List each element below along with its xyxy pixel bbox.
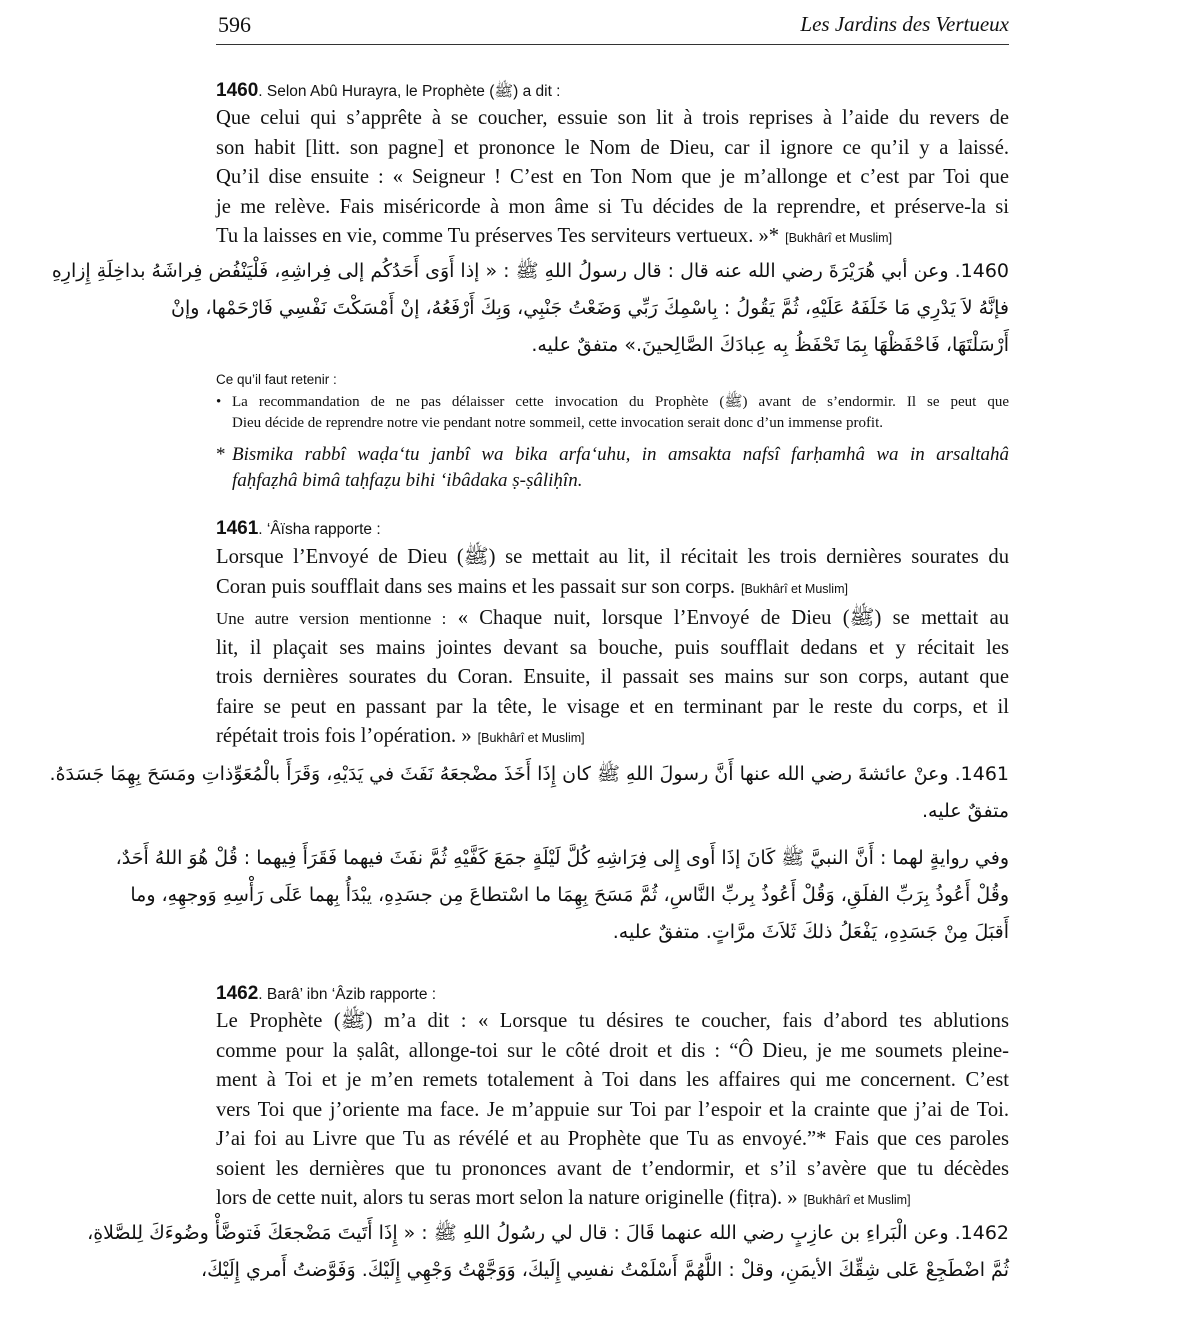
text-line: faire se peut en passant par la tête, le visage et en terminant par le reste du corps, et il <box>216 695 1009 718</box>
hadith-1461-arabic <box>49 756 1009 830</box>
arabic-line: 1461. وعنْ عائشةَ رضي الله عنها أَنَّ رسولَ اللهِ ﷺ كان إِذَا أَخَذَ مضْجعَهُ نَفَثَ في يَدَيْهِ، وَقَرَأَ بالْمُعَوِّذاتِ ومَسَحَ بِهِمَا جَسَدَهُ. <box>49 763 1009 785</box>
retain-item <box>216 392 1009 433</box>
arabic-line: أَرْسَلْتَهَا، فَاحْفَظْهَا بِمَا تَحْفَظُ بِه عِبادَكَ الصَّالِحينَ.» متفقٌ عليه. <box>531 334 1009 356</box>
text-line: je me relève. Fais miséricorde à mon âme si Tu décides de la reprendre, et préserve-la si <box>216 195 1009 218</box>
text-line <box>216 573 1009 605</box>
text-line <box>216 222 1009 254</box>
text-line: Lorsque l’Envoyé de Dieu (ﷺ) se mettait au lit, il récitait les trois dernières sourates du <box>216 546 1010 568</box>
hadith-number: 1461 <box>216 518 259 539</box>
running-head <box>216 10 1009 40</box>
text-line: Que celui qui s’apprête à se coucher, essuie son lit à trois reprises à l’aide du revers de <box>216 107 1009 129</box>
arabic-line: أَقبَلَ مِنْ جَسَدِهِ، يَفْعَلُ ذلكَ ثَلاَثَ مرَّاتٍ. متفقٌ عليه. <box>612 921 1009 943</box>
retain-title: Ce qu’il faut retenir : <box>216 372 337 387</box>
text-line: lit, il plaçait ses mains jointes devant sa bouche, puis soufflait dedans et y récitait les <box>216 636 1009 659</box>
text-line-content: Coran puis soufflait dans ses mains et les passait sur son corps. <box>216 575 735 598</box>
text-line: vers Toi que j’oriente ma face. Je m’appuie sur Toi par l’espoir et la crainte que j’ai de Toi. <box>216 1098 1009 1121</box>
text-line: son habit [litt. son pagne] et prononce le Nom de Dieu, car il ignore ce qu’il y a laissé. <box>216 136 1009 159</box>
text-line <box>216 1184 1009 1216</box>
hadith-number: 1462 <box>216 983 259 1004</box>
text-line: J’ai foi au Livre que Tu as révélé et au Prophète que Tu as envoyé.”* Fais que ces paroles <box>216 1128 1009 1150</box>
text-line: Qu’il dise ensuite : « Seigneur ! C’est en Ton Nom que je m’allonge et c’est par Toi que <box>216 166 1009 188</box>
source-reference: [Bukhârî et Muslim] <box>803 1193 911 1207</box>
hadith-narrator: . Barâ’ ibn ‘Âzib rapporte : <box>258 986 437 1003</box>
text-line: comme pour la ṣalât, allonge-toi sur le côté droit et dis : “Ô Dieu, je me soumets pleine- <box>216 1039 1009 1062</box>
footnote-marker: * <box>216 444 226 465</box>
arabic-line: وفي روايةٍ لهما : أَنَّ النبيَّ ﷺ كَانَ إذَا أَوى إِلى فِرَاشِهِ كُلَّ لَيْلَةٍ جمَعَ كَفَّيْهِ ثُمَّ نفَثَ فيهما فَقَرَأَ فِيهما : قُلْ هُوَ اللهُ أَحَدٌ، <box>115 847 1009 869</box>
arabic-line: متفقٌ عليه. <box>922 800 1009 822</box>
text-line: faḥfaẓhâ bimâ taḥfaẓu bihi ‘ibâdaka ṣ-ṣâliḥîn. <box>232 470 583 491</box>
text-line: trois dernières sourates du Coran. Ensuite, il passait ses mains sur son corps, autant que <box>216 666 1009 688</box>
text-line: Le Prophète (ﷺ) m’a dit : « Lorsque tu désires te coucher, fais d’abord tes ablutions <box>216 1010 1009 1032</box>
text-line: soient les dernières que tu prononces avant de t’endormir, et s’il s’avère que tu décèdes <box>216 1157 1009 1180</box>
retain-text <box>232 392 1009 433</box>
text-line-content: « Chaque nuit, lorsque l’Envoyé de Dieu (ﷺ) se mettait au <box>446 607 1009 629</box>
hadith-1461-arabic-variant <box>115 840 1009 951</box>
source-reference: [Bukhârî et Muslim] <box>740 581 848 596</box>
hadith-1462-french <box>216 1007 1009 1216</box>
text-line: La recommandation de ne pas délaisser cette invocation du Prophète (ﷺ) avant de s’endormir. Il se peut que <box>232 394 1009 410</box>
source-reference: [Bukhârî et Muslim] <box>785 231 893 245</box>
source-reference: [Bukhârî et Muslim] <box>477 731 585 745</box>
arabic-line: ثُمَّ اضْطَجِعْ عَلى شِقِّكَ الأيمَنِ، وقلْ : اللَّهُمَّ أَسْلَمْتُ نفسِي إِلَيكَ، وَوَجَّهْتُ وَجْهِي إِلَيْكَ. وَفَوَّضتُ أَمري إِلَيْكَ، <box>200 1259 1009 1281</box>
footnote-text <box>232 442 1009 494</box>
hadith-1460-french <box>216 104 1009 254</box>
hadith-1460-heading <box>216 80 561 104</box>
text-line: Dieu décide de reprendre notre vie pendant notre sommeil, cette invocation serait donc d’un immense profit. <box>232 414 884 431</box>
hadith-1462-heading <box>216 983 436 1005</box>
text-line <box>216 604 1009 634</box>
header-rule <box>216 44 1009 45</box>
text-line: ment à Toi et je m’en remets totalement à Toi dans les affaires qui me concernent. C’est <box>216 1069 1009 1091</box>
arabic-line: 1460. وعن أبي هُرَيْرَةَ رضي الله عنه قال : قال رسولُ اللهِ ﷺ : « إذا أَوَى أَحَدُكُم إلى فِراشِهِ، فَلْيَنْفُض فِراشَهُ بداخِلَةِ إِزارِهِ <box>51 260 1009 282</box>
arabic-line: 1462. وعن الْبَراءِ بن عازِبٍ رضي الله عنهما قَالَ : قال لي رسُولُ اللهِ ﷺ : « إِذَا أَتَيتَ مَضْجعَكَ فَتوضَّأْ وضُوءَكَ لِلصَّلاةِ، <box>87 1222 1009 1244</box>
hadith-1460-arabic <box>51 253 1009 364</box>
hadith-narrator: . ‘Âïsha rapporte : <box>258 521 381 538</box>
bullet-icon: • <box>216 394 222 410</box>
other-version-intro: Une autre version mentionne : <box>216 609 447 628</box>
text-line-content: Tu la laisses en vie, comme Tu préserves Tes serviteurs vertueux. »* <box>216 225 780 247</box>
hadith-1462-arabic <box>87 1215 1009 1289</box>
book-title: Les Jardins des Vertueux <box>800 12 1009 36</box>
hadith-1461-french <box>216 543 1009 754</box>
hadith-narrator: . Selon Abû Hurayra, le Prophète (ﷺ) a dit : <box>258 83 561 100</box>
arabic-line: وقُلْ أَعُوذُ بِرَبِّ الفلَقِ، وَقُلْ أَعُوذُ بِربِّ النَّاسِ، ثُمَّ مَسَحَ بِهِمَا ما اسْتطاعَ مِن جسَدِهِ، يبْدَأُ بِهما عَلَى رَأْسِهِ وَوجهِهِ، وما <box>130 884 1009 906</box>
page-number: 596 <box>218 12 251 37</box>
text-line: Bismika rabbî waḍa‘tu janbî wa bika arfa‘uhu, in amsakta nafsî farḥamhâ wa in arsaltahâ <box>232 444 1009 465</box>
footnote-transliteration <box>216 442 1009 494</box>
arabic-line: فإنَّهُ لاَ يَدْرِي مَا خَلَفَهُ عَلَيْهِ، ثُمَّ يَقُولُ : بِاسْمِكَ رَبِّي وَضَعْتُ جَنْبِي، وَبِكَ أَرْفَعُهُ، إنْ أَمْسَكْتَ نَفْسِي فَارْحَمْها، وإنْ <box>170 297 1009 319</box>
text-line <box>216 722 1009 754</box>
hadith-1461-heading <box>216 518 381 540</box>
hadith-number: 1460 <box>216 80 259 101</box>
text-line-content: lors de cette nuit, alors tu seras mort selon la nature originelle (fiṭra). » <box>216 1187 798 1209</box>
text-line-content: répétait trois fois l’opération. » <box>216 725 472 747</box>
